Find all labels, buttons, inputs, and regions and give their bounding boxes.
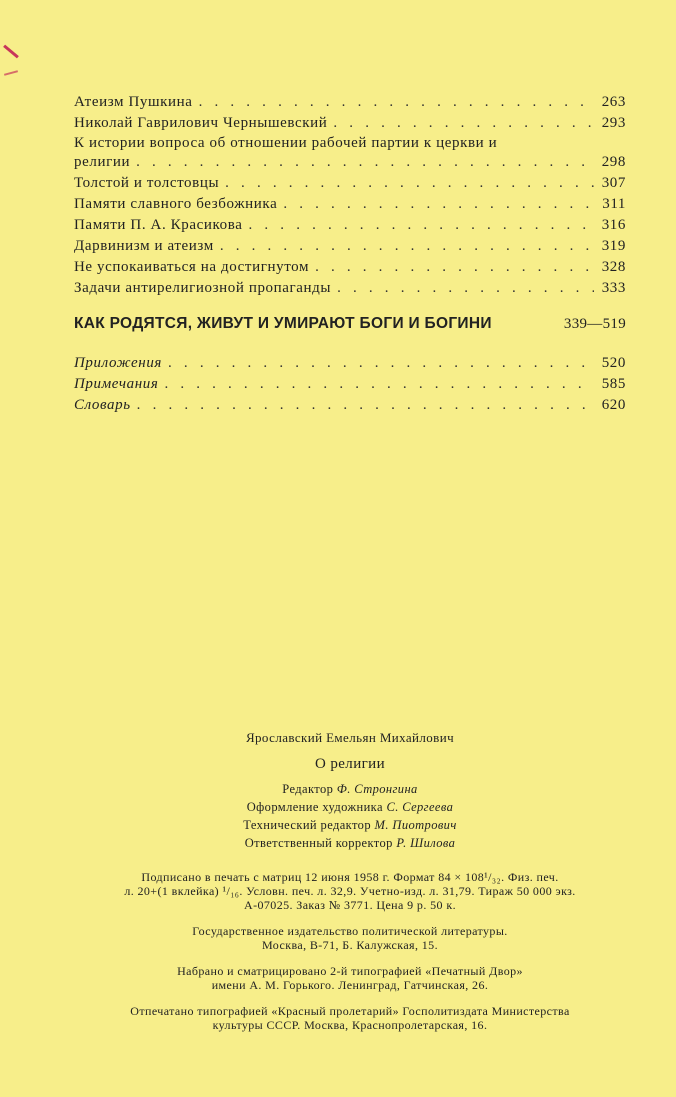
toc-entry-page: 585 [601,376,626,392]
toc-entry-title: Атеизм Пушкина [74,94,193,110]
toc-entry-title: религии [74,154,131,170]
book-title: О религии [314,756,386,772]
publisher-info [72,924,628,952]
section-pages: 339—519 [563,316,626,332]
margin-mark [3,45,19,59]
typeset-line: Набрано и сматрицировано 2-й типографией «Печатный Двор» [177,964,523,978]
leader-dots [333,113,594,134]
toc-entry [74,374,626,395]
toc-entry [74,173,626,194]
table-of-contents [74,92,626,416]
toc-entry [74,92,626,113]
print-line: л. 20+(1 вклейка) ¹/₁₆. Условн. печ. л. 32,9. Учетно-изд. л. 31,79. Тираж 50 000 экз. [124,884,576,898]
print-line: А-07025. Заказ № 3771. Цена 9 р. 50 к. [244,898,456,912]
print-details [72,870,628,912]
toc-entry [74,236,626,257]
toc-entry-title: Задачи антирелигиозной пропаганды [74,280,332,296]
toc-entry-page: 316 [601,217,626,233]
imprint [72,730,628,1032]
printer-info [72,1004,628,1032]
typesetting-info [72,964,628,992]
leader-dots [168,353,594,374]
margin-mark [4,70,18,76]
credit-line [72,780,628,798]
toc-entry-title: Словарь [74,397,131,413]
publisher-line: Москва, В-71, Б. Калужская, 15. [262,938,438,952]
toc-entry-title: Дарвинизм и атеизм [74,238,214,254]
credit-name: С. Сергеева [386,800,454,814]
toc-entry-page: 307 [601,175,626,191]
toc-entry-page: 620 [601,397,626,413]
toc-entry-page: 293 [601,115,626,131]
toc-entry-page: 319 [601,238,626,254]
author-name: Ярославский Емельян Михайлович [245,730,455,745]
credit-name: Ф. Стронгина [336,782,418,796]
credit-line [72,816,628,834]
credit-role: Редактор [282,782,334,796]
leader-dots [337,278,594,299]
toc-entry-title: К истории вопроса об отношении рабочей партии к церкви и [74,135,498,151]
appendix-list [74,353,626,416]
toc-entry [74,257,626,278]
toc-entry [74,395,626,416]
section-title: КАК РОДЯТСЯ, ЖИВУТ И УМИРАЮТ БОГИ И БОГИНИ [74,315,492,332]
toc-entry-page: 328 [601,259,626,275]
toc-entry [74,113,626,134]
toc-entry-title: Толстой и толстовцы [74,175,220,191]
section-heading [74,315,626,333]
leader-dots [137,395,594,416]
toc-entry-title: Примечания [74,376,159,392]
toc-entry [74,194,626,215]
leader-dots [283,194,594,215]
credit-role: Технический редактор [243,818,371,832]
toc-entry-page: 263 [601,94,626,110]
leader-dots [225,173,594,194]
leader-dots [220,236,594,257]
leader-dots [136,152,594,173]
leader-dots [164,374,594,395]
leader-dots [249,215,595,236]
toc-entry [74,278,626,299]
toc-entry-title: Николай Гаврилович Чернышевский [74,115,328,131]
typeset-line: имени А. М. Горького. Ленинград, Гатчинская, 26. [211,978,489,992]
printer-line: культуры СССР. Москва, Краснопролетарская, 16. [212,1018,488,1032]
credit-name: Р. Шилова [396,836,456,850]
toc-entry-title: Не успокаиваться на достигнутом [74,259,310,275]
leader-dots [315,257,594,278]
toc-entry-page: 311 [602,196,626,212]
credit-line [72,798,628,816]
credit-role: Ответственный корректор [244,836,393,850]
toc-entry-page: 333 [601,280,626,296]
toc-entry [74,215,626,236]
leader-dots [199,92,594,113]
toc-entry-title: Памяти П. А. Красикова [74,217,243,233]
toc-entry-page: 520 [601,355,626,371]
toc-entry-page: 298 [601,154,626,170]
toc-entry-line1 [74,134,626,152]
printer-line: Отпечатано типографией «Красный пролетарий» Госполитиздата Министерства [130,1004,570,1018]
toc-entry [74,152,626,173]
print-line: Подписано в печать с матриц 12 июня 1958 г. Формат 84 × 108¹/₃₂. Физ. печ. [141,870,559,884]
credit-name: М. Пиотрович [374,818,457,832]
credit-role: Оформление художника [246,800,383,814]
toc-entry-title: Памяти славного безбожника [74,196,278,212]
toc-entry-title: Приложения [74,355,163,371]
toc-entry [74,353,626,374]
publisher-line: Государственное издательство политической литературы. [192,924,508,938]
credit-line [72,834,628,852]
